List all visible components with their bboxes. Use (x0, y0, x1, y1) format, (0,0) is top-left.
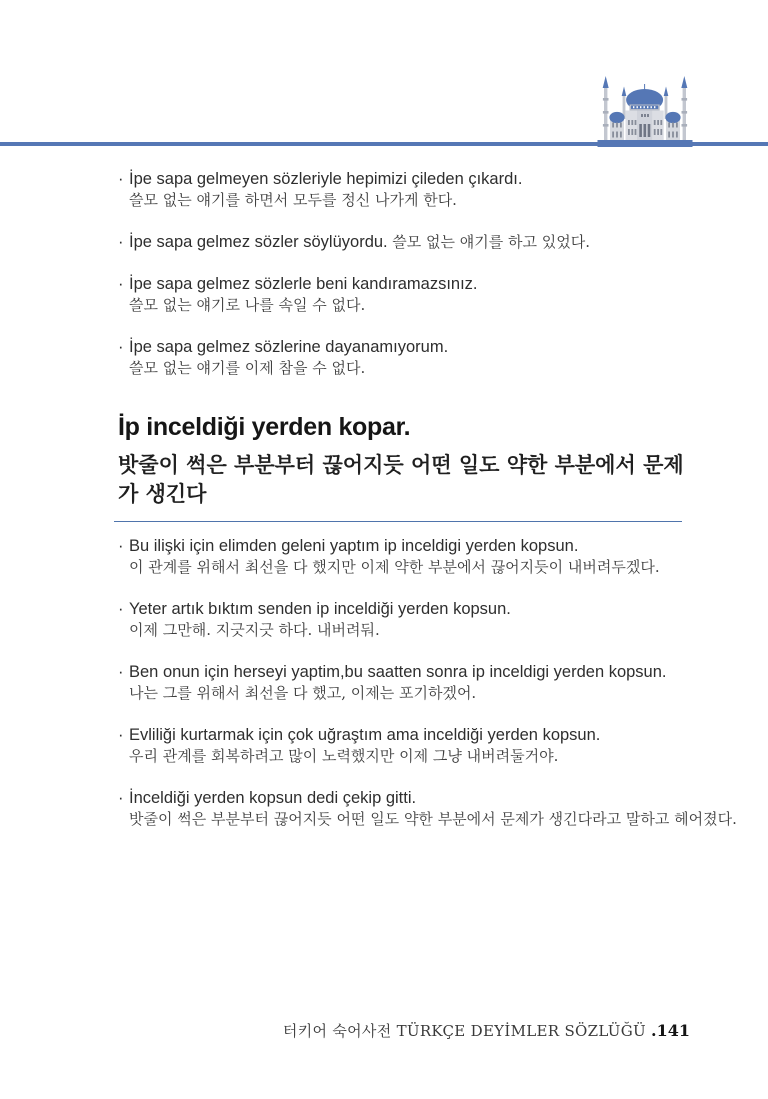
entry-headword: İp inceldiği yerden kopar. (118, 413, 411, 441)
example-korean: 이제 그만해. 지긋지긋 하다. 내버려둬. (129, 621, 380, 639)
example-turkish: İnceldiği yerden kopsun dedi çekip gitti. (129, 789, 417, 807)
entry-examples (118, 535, 737, 850)
bullet-dot: · (118, 789, 124, 807)
bullet-dot: · (118, 170, 124, 188)
bullet-dot: · (118, 233, 124, 251)
example-korean: 쓸모 없는 얘기를 이제 참을 수 없다. (129, 359, 366, 377)
example-sentence (118, 535, 718, 578)
example-turkish (129, 231, 703, 253)
example-korean: 쓸모 없는 얘기로 나를 속일 수 없다. (129, 296, 366, 314)
bullet-dot: · (118, 537, 124, 555)
page-footer (283, 1020, 690, 1041)
bullet-dot: · (118, 663, 124, 681)
previous-entry-examples (118, 168, 703, 399)
example-korean: 쓸모 없는 얘기를 하면서 모두를 정신 나가게 한다. (129, 191, 457, 209)
example-sentence (118, 661, 718, 704)
bullet-dot: · (118, 600, 124, 618)
example-turkish: Evliliği kurtarmak için çok uğraştım ama inceldiği yerden kopsun. (129, 726, 601, 744)
bullet-dot: · (118, 726, 124, 744)
example-turkish-text: İpe sapa gelmez sözler söylüyordu. (129, 233, 388, 251)
example-turkish: Yeter artık bıktım senden ip inceldiği yerden kopsun. (129, 600, 511, 618)
example-turkish: İpe sapa gelmez sözlerine dayanamıyorum. (129, 338, 449, 356)
example-turkish: Bu ilişki için elimden geleni yaptım ip inceldigi yerden kopsun. (129, 537, 579, 555)
example-sentence (118, 336, 703, 379)
entry-divider-rule (114, 521, 682, 522)
example-turkish: İpe sapa gelmez sözlerle beni kandıramazsınız. (129, 275, 478, 293)
example-korean: 나는 그를 위해서 최선을 다 했고, 이제는 포기하겠어. (129, 684, 477, 702)
example-turkish: Ben onun için herseyi yaptim,bu saatten sonra ip inceldigi yerden kopsun. (129, 663, 667, 681)
footer-page-number: .141 (651, 1021, 690, 1040)
example-turkish: İpe sapa gelmeyen sözleriyle hepimizi çileden çıkardı. (129, 170, 523, 188)
entry-header (118, 412, 696, 522)
example-sentence (118, 168, 703, 211)
mosque-icon (597, 74, 693, 150)
example-korean: 밧줄이 썩은 부분부터 끊어지듯 어떤 일도 약한 부분에서 문제가 생긴다라고 말하고 헤어졌다. (129, 810, 737, 828)
entry-definition-korean: 밧줄이 썩은 부분부터 끊어지듯 어떤 일도 약한 부분에서 문제가 생긴다 (118, 452, 684, 506)
example-sentence (118, 787, 737, 830)
example-sentence (118, 598, 718, 641)
example-sentence (118, 231, 703, 253)
example-korean: 이 관계를 위해서 최선을 다 했지만 이제 약한 부분에서 끊어지듯이 내버려두겠다. (129, 558, 660, 576)
example-sentence (118, 724, 718, 767)
example-korean-inline: 쓸모 없는 얘기를 하고 있었다. (392, 233, 590, 251)
example-sentence (118, 273, 703, 316)
footer-book-title: 터키어 숙어사전 TÜRKÇE DEYİMLER SÖZLÜĞÜ (282, 1022, 646, 1040)
bullet-dot: · (118, 275, 124, 293)
example-korean: 우리 관계를 회복하려고 많이 노력했지만 이제 그냥 내버려둘거야. (129, 747, 559, 765)
bullet-dot: · (118, 338, 124, 356)
